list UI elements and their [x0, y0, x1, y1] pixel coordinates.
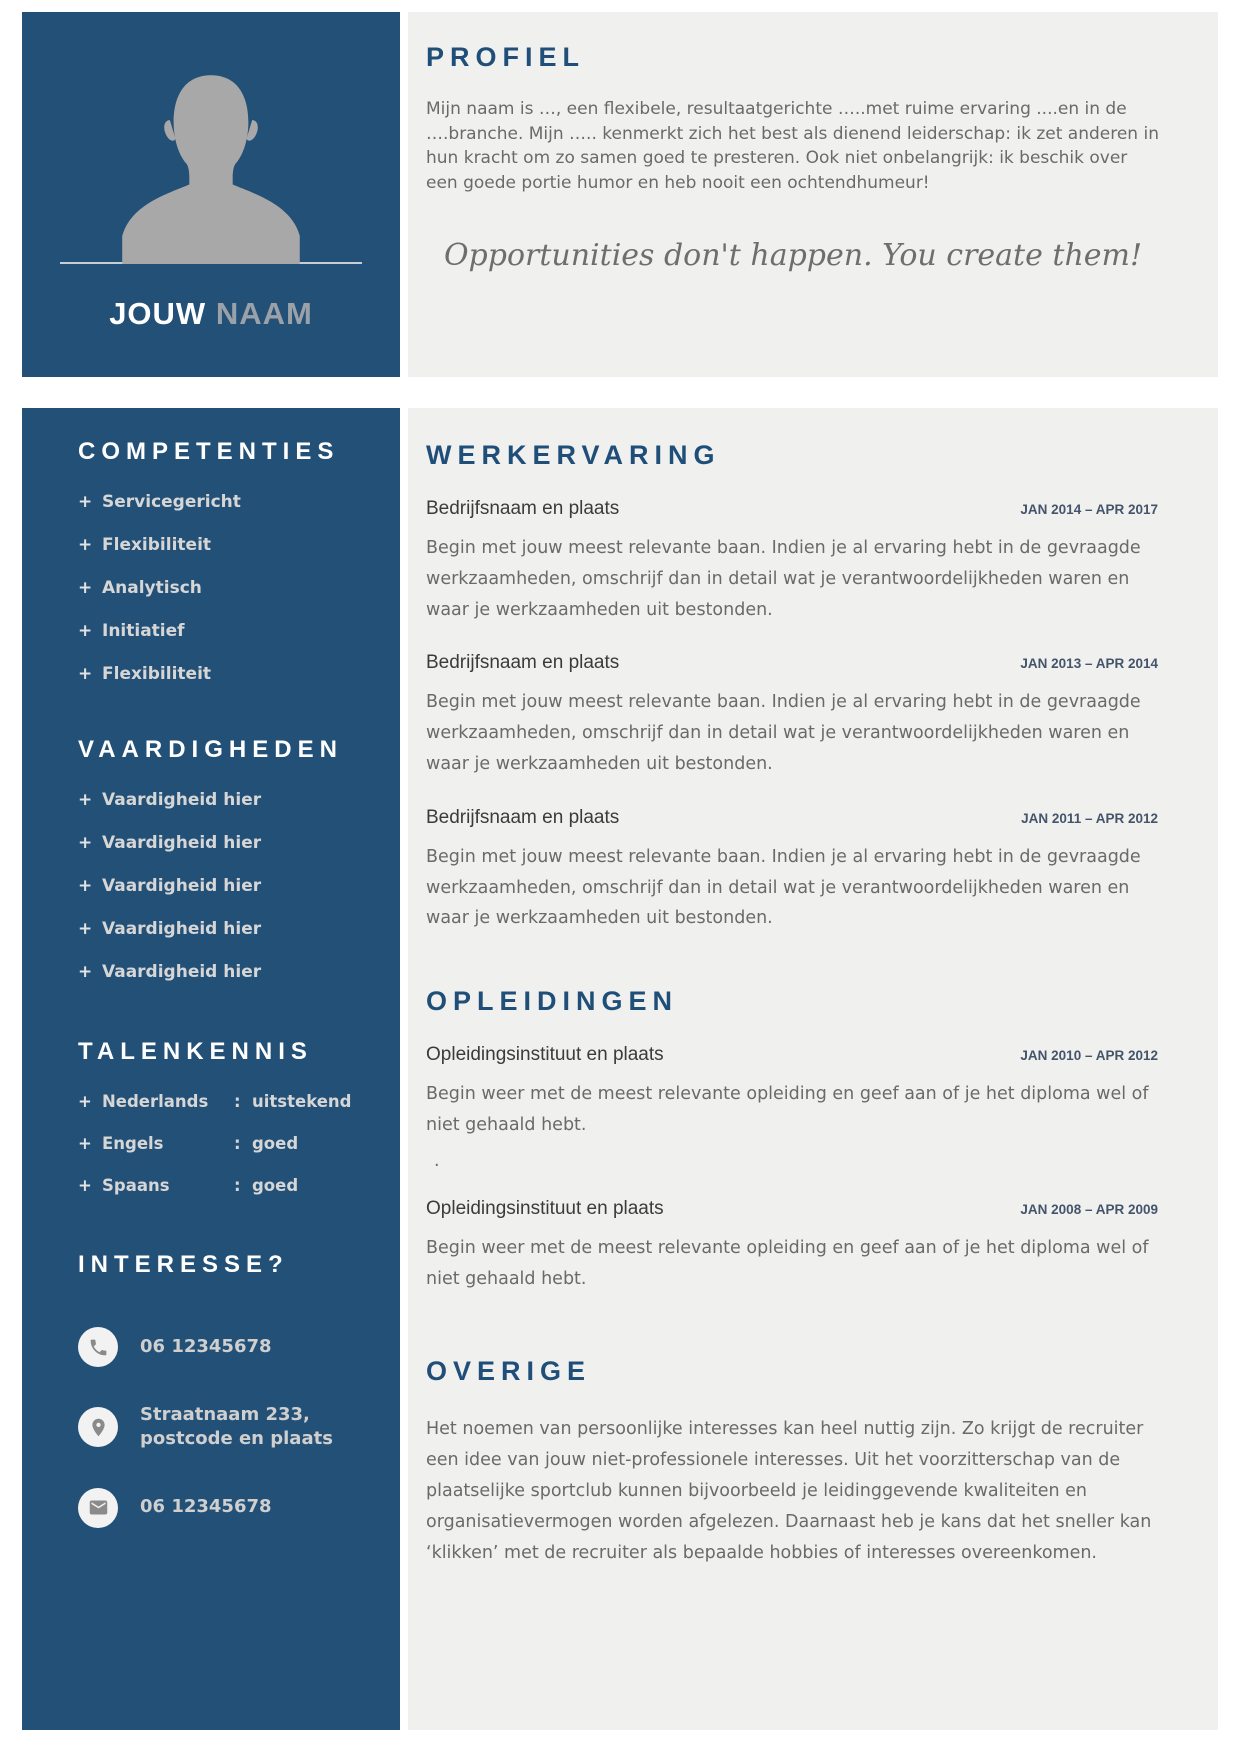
list-item	[78, 876, 374, 896]
header-band	[22, 12, 1218, 377]
entry-header	[426, 652, 1158, 674]
competenties-title: COMPETENTIES	[78, 438, 340, 465]
list-item-label: Vaardigheid hier	[102, 833, 262, 853]
job-description: Begin met jouw meest relevante baan. Indien je al ervaring hebt in de gevraagde werkzaamheden, omschrijf dan in detail wat je verantwoordelijkheden waren en waar je werkzaamheden uit bestonden.	[426, 538, 1141, 620]
plus-bullet-icon: +	[78, 578, 93, 598]
language-level: uitstekend	[252, 1092, 352, 1111]
language-level: goed	[252, 1134, 299, 1153]
job-period: JAN 2014 – APR 2017	[1020, 502, 1158, 517]
language-row	[78, 1134, 374, 1153]
talenkennis-title: TALENKENNIS	[78, 1038, 313, 1065]
entry-header	[426, 1198, 1158, 1220]
plus-bullet-icon: +	[78, 664, 93, 684]
stray-dot: .	[434, 1150, 440, 1171]
interesse-title: INTERESSE?	[78, 1251, 289, 1278]
werkervaring-title: WERKERVARING	[426, 440, 721, 470]
colon-separator: :	[234, 1176, 241, 1195]
plus-bullet-icon: +	[78, 790, 93, 810]
language-name: Spaans	[102, 1176, 170, 1195]
main-column	[408, 408, 1218, 1730]
plus-bullet-icon: +	[78, 833, 93, 853]
company-name: Bedrijfsnaam en plaats	[426, 652, 620, 674]
location-pin-icon	[78, 1407, 118, 1447]
plus-bullet-icon: +	[78, 621, 93, 641]
contact-email-value: 06 12345678	[140, 1496, 272, 1518]
plus-bullet-icon: +	[78, 962, 93, 982]
contact-row-address	[78, 1403, 374, 1452]
content-band	[22, 408, 1218, 1730]
plus-bullet-icon: +	[78, 535, 93, 555]
entry-header	[426, 498, 1158, 520]
contact-phone-value: 06 12345678	[140, 1335, 272, 1357]
plus-bullet-icon: +	[78, 1134, 92, 1153]
plus-bullet-icon: +	[78, 919, 93, 939]
vaardigheden-list	[78, 790, 374, 982]
name-first: JOUW	[109, 296, 207, 331]
list-item	[78, 833, 374, 853]
sidebar	[22, 408, 400, 1730]
name-last: NAAM	[215, 296, 313, 331]
job-period: JAN 2013 – APR 2014	[1020, 656, 1158, 672]
candidate-name	[22, 296, 400, 332]
education-period: JAN 2010 – APR 2012	[1020, 1048, 1158, 1064]
language-row	[78, 1092, 374, 1111]
contact-list	[78, 1327, 374, 1528]
education-description: Begin weer met de meest relevante opleiding en geef aan of je het diploma wel of niet gehaald hebt.	[426, 1084, 1149, 1135]
list-item-label: Vaardigheid hier	[102, 919, 262, 939]
plus-bullet-icon: +	[78, 1092, 92, 1111]
job-entry	[426, 498, 1158, 625]
education-entry	[426, 1198, 1158, 1295]
list-item-label: Flexibiliteit	[102, 664, 212, 684]
profile-title: PROFIEL	[426, 42, 586, 72]
colon-separator: :	[234, 1134, 241, 1153]
entry-header	[426, 1044, 1158, 1066]
language-level: goed	[252, 1176, 299, 1195]
language-name: Engels	[102, 1134, 164, 1153]
institute-name: Opleidingsinstituut en plaats	[426, 1044, 664, 1066]
overige-title: OVERIGE	[426, 1356, 592, 1387]
phone-icon	[78, 1327, 118, 1367]
list-item-label: Flexibiliteit	[102, 535, 212, 555]
profile-section	[408, 12, 1218, 377]
plus-bullet-icon: +	[78, 492, 93, 512]
photo-panel	[22, 12, 400, 377]
list-item-label: Vaardigheid hier	[102, 790, 262, 810]
contact-row-phone	[78, 1327, 374, 1367]
contact-row-email	[78, 1488, 374, 1528]
vaardigheden-title: VAARDIGHEDEN	[78, 736, 343, 763]
list-item-label: Initiatief	[102, 621, 185, 641]
company-name: Bedrijfsnaam en plaats	[426, 806, 620, 828]
list-item	[78, 578, 374, 598]
plus-bullet-icon: +	[78, 1176, 92, 1195]
language-name: Nederlands	[102, 1092, 209, 1111]
job-entry	[426, 652, 1158, 779]
plus-bullet-icon: +	[78, 876, 93, 896]
education-description: Begin weer met de meest relevante opleiding en geef aan of je het diploma wel of niet gehaald hebt.	[426, 1237, 1149, 1289]
job-entry	[426, 807, 1158, 934]
company-name: Bedrijfsnaam en plaats	[426, 498, 620, 519]
opleidingen-section	[426, 986, 1158, 1294]
education-entry	[426, 1044, 1158, 1171]
entry-header	[426, 807, 1158, 829]
institute-name: Opleidingsinstituut en plaats	[426, 1197, 664, 1219]
list-item	[78, 962, 374, 982]
job-description: Begin met jouw meest relevante baan. Indien je al ervaring hebt in de gevraagde werkzaamheden, omschrijf dan in detail wat je verantwoordelijkheden waren en waar je werkzaamheden uit bestonden.	[426, 846, 1141, 929]
competenties-list	[78, 492, 374, 684]
contact-address-value: Straatnaam 233, postcode en plaats	[140, 1404, 333, 1450]
list-item	[78, 664, 374, 684]
list-item-label: Vaardigheid hier	[102, 876, 262, 896]
list-item	[78, 621, 374, 641]
education-period: JAN 2008 – APR 2009	[1020, 1201, 1158, 1217]
profile-text: Mijn naam is …, een flexibele, resultaatgerichte …..met ruime ervaring ....en in de ….branche. Mijn ….. kenmerkt zich het best als dienend leiderschap: ik zet anderen in hun kracht om zo samen goed te presteren. Ook niet onbelangrijk: ik beschik over een goede portie humor en heb nooit een ochtendhumeur!	[426, 99, 1159, 193]
list-item	[78, 492, 374, 512]
list-item-label: Servicegericht	[102, 492, 241, 512]
list-item-label: Analytisch	[102, 578, 202, 598]
opleidingen-title: OPLEIDINGEN	[426, 986, 679, 1017]
list-item	[78, 790, 374, 810]
job-period: JAN 2011 – APR 2012	[1021, 810, 1158, 826]
colon-separator: :	[234, 1092, 241, 1111]
list-item	[78, 535, 374, 555]
envelope-icon	[78, 1488, 118, 1528]
person-silhouette-icon	[99, 64, 324, 264]
language-row	[78, 1176, 374, 1195]
motto-quote: Opportunities don't happen. You create them!	[443, 237, 1143, 273]
overige-section	[426, 1356, 1158, 1568]
list-item	[78, 919, 374, 939]
list-item-label: Vaardigheid hier	[102, 962, 262, 982]
job-description: Begin met jouw meest relevante baan. Indien je al ervaring hebt in de gevraagde werkzaamheden, omschrijf dan in detail wat je verantwoordelijkheden waren en waar je werkzaamheden uit bestonden.	[426, 692, 1141, 774]
overige-text: Het noemen van persoonlijke interesses kan heel nuttig zijn. Zo krijgt de recruiter een idee van jouw niet-professionele interesses. Uit het voorzitterschap van de plaatselijke sportclub kunnen bijvoorbeeld je leidinggevende kwaliteiten en organisatievermogen worden afgelezen. Daarnaast heb je kans dat het sneller kan ‘klikken’ met de recruiter als bepaalde hobbies of interesses overeenkomen.	[426, 1419, 1152, 1563]
werkervaring-section	[426, 440, 1158, 934]
talenkennis-list	[78, 1092, 374, 1195]
